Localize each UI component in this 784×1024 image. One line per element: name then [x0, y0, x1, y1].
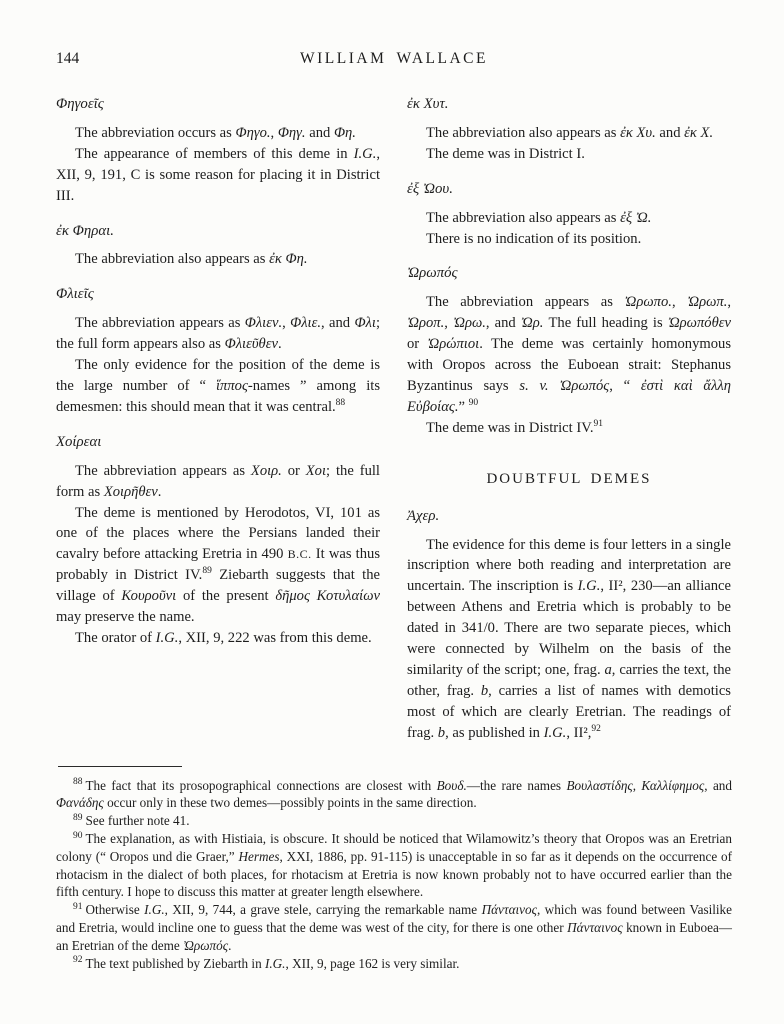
- deme-heading: Ἀχερ.: [407, 507, 440, 524]
- deme-paragraph: The evidence for this deme is four letters in a single inscription where both reading and interpretation are uncertain. The inscription is I.G., II², 230—an alliance between Athens and Eretria which is probably to be dated in 341/0. There are two separate pieces, which were connected by Wilhelm on the basis of the similarity of the script; one, frag. a, carries the text, the other, frag. b, carries a list of names with demotics most of which are clearly Eretrian. The readings of frag. b, as published in I.G., II²,$^{92}$: [407, 536, 732, 741]
- footnotes: [56, 777, 732, 973]
- deme-paragraph: The deme was in District IV.$^{91}$: [426, 418, 604, 436]
- footnote-text: The fact that its prosopographical connections are closest with Βουδ.—the rare names Βουλαστίδης, Καλλίφημος, and Φανάδης occur only in these two demes—possibly points in the same direction.: [56, 777, 732, 811]
- deme-paragraph: The deme was in District I.: [426, 145, 585, 162]
- deme-section-choireai: [56, 432, 380, 649]
- footnote-88: [56, 777, 732, 813]
- footnote-89: [56, 812, 732, 830]
- footnote-number: 88: [73, 777, 83, 788]
- deme-section-ek-pherai: [56, 221, 380, 271]
- two-column-body: [56, 94, 732, 744]
- deme-paragraph: The abbreviation also appears as ἐκ Φη.: [75, 251, 308, 268]
- footnote-number: 91: [73, 901, 83, 912]
- deme-section-phlieis: [56, 284, 380, 417]
- deme-paragraph: The only evidence for the position of the deme is the large number of “ ἵππος-names ” among its demesmen: this should mean that it was central.$^{88}$: [56, 357, 381, 415]
- deme-heading: Ὠρωπός: [407, 265, 458, 282]
- deme-paragraph: The abbreviation appears as Φλιεν., Φλιε., and Φλι; the full form appears also as Φλιεῦθεν.: [56, 315, 380, 353]
- doubtful-demes-heading: DOUBTFUL DEMES: [486, 470, 652, 487]
- footnote-text: Otherwise I.G., XII, 9, 744, a grave stele, carrying the remarkable name Πάνταινος, which was found between Vasilike and Eretria, would incline one to guess that the deme was west of the city, for there is one other Πάνταινος known in Euboea—an Eretrian of the deme Ὠρωπός.: [56, 902, 733, 953]
- footnote-92: [56, 955, 732, 973]
- deme-paragraph: There is no indication of its position.: [426, 230, 642, 247]
- running-title: WILLIAM WALLACE: [299, 50, 488, 67]
- deme-paragraph: The deme is mentioned by Herodotos, VI, 101 as one of the places where the Persians landed their cavalry before attacking Eretria in 490 B.C. It was thus probably in District IV.$^{89}$ Ziebarth suggests that the village of Κουροῦνι of the present δῆμος Κοτυλαίων may preserve the name.: [56, 504, 381, 626]
- footnote-number: 89: [73, 812, 83, 823]
- footnote-block: [56, 766, 732, 973]
- deme-section-acher: [407, 506, 731, 744]
- page-number: 144: [56, 50, 80, 67]
- deme-paragraph: The abbreviation occurs as Φηγο., Φηγ. and Φη.: [75, 124, 356, 141]
- deme-paragraph: The orator of I.G., XII, 9, 222 was from this deme.: [75, 629, 372, 646]
- deme-heading: Χοίρεαι: [56, 433, 102, 450]
- deme-heading: ἐκ Φηραι.: [56, 222, 114, 239]
- deme-heading: ἐξ Ὠου.: [407, 180, 453, 197]
- deme-paragraph: The abbreviation appears as Χοιρ. or Χοι; the full form as Χοιρῆθεν.: [56, 462, 380, 500]
- deme-section-ex-oou: [407, 179, 731, 250]
- deme-section-phegoeis: [56, 94, 380, 207]
- footnote-separator-rule: [58, 766, 182, 767]
- deme-heading: Φλιεῖς: [56, 286, 94, 303]
- footnote-number: 90: [73, 830, 83, 841]
- deme-section-ek-chyt: [407, 94, 731, 165]
- right-column: [407, 94, 731, 744]
- deme-paragraph: The abbreviation also appears as ἐκ Χυ. and ἐκ Χ.: [426, 124, 714, 141]
- footnote-91: [56, 901, 732, 954]
- running-head: [56, 50, 732, 68]
- footnote-text: See further note 41.: [85, 813, 190, 829]
- left-column: [56, 94, 380, 649]
- deme-paragraph: The abbreviation appears as Ὠρωπο., Ὠρωπ., Ὠροπ., Ὠρω., and Ὠρ. The full heading is Ὠρωπόθεν or Ὠρώπιοι. The deme was certainly homonymous with Oropos across the Euboean strait: Stephanus Byzantinus says s. v. Ὠρωπός, “ ἐστὶ καὶ ἄλλη Εὐβοίας.” $^{90}$: [407, 294, 731, 415]
- footnote-90: [56, 830, 732, 901]
- deme-heading: ἐκ Χυτ.: [407, 96, 449, 112]
- deme-section-oropos: [407, 263, 731, 438]
- footnote-text: The text published by Ziebarth in I.G., XII, 9, page 162 is very similar.: [85, 955, 460, 971]
- deme-paragraph: The appearance of members of this deme in I.G., XII, 9, 191, C is some reason for placing it in District III.: [56, 145, 380, 204]
- deme-heading: Φηγοεῖς: [56, 96, 104, 112]
- deme-paragraph: The abbreviation also appears as ἐξ Ὠ.: [426, 209, 652, 226]
- footnote-number: 92: [73, 955, 83, 966]
- footnote-text: The explanation, as with Histiaia, is obscure. It should be noticed that Wilamowitz’s theory that Oropos was an Eretrian colony (“ Oropos und die Graer,” Hermes, XXI, 1886, pp. 91-115) is unacceptable in so far as it depends on the occurrence of rhotacism in the dialect of both places, for rhotacism at Eretria is now known probably not to have occurred earlier than the fifth century. I hope to discuss this matter at greater length elsewhere.: [56, 830, 732, 900]
